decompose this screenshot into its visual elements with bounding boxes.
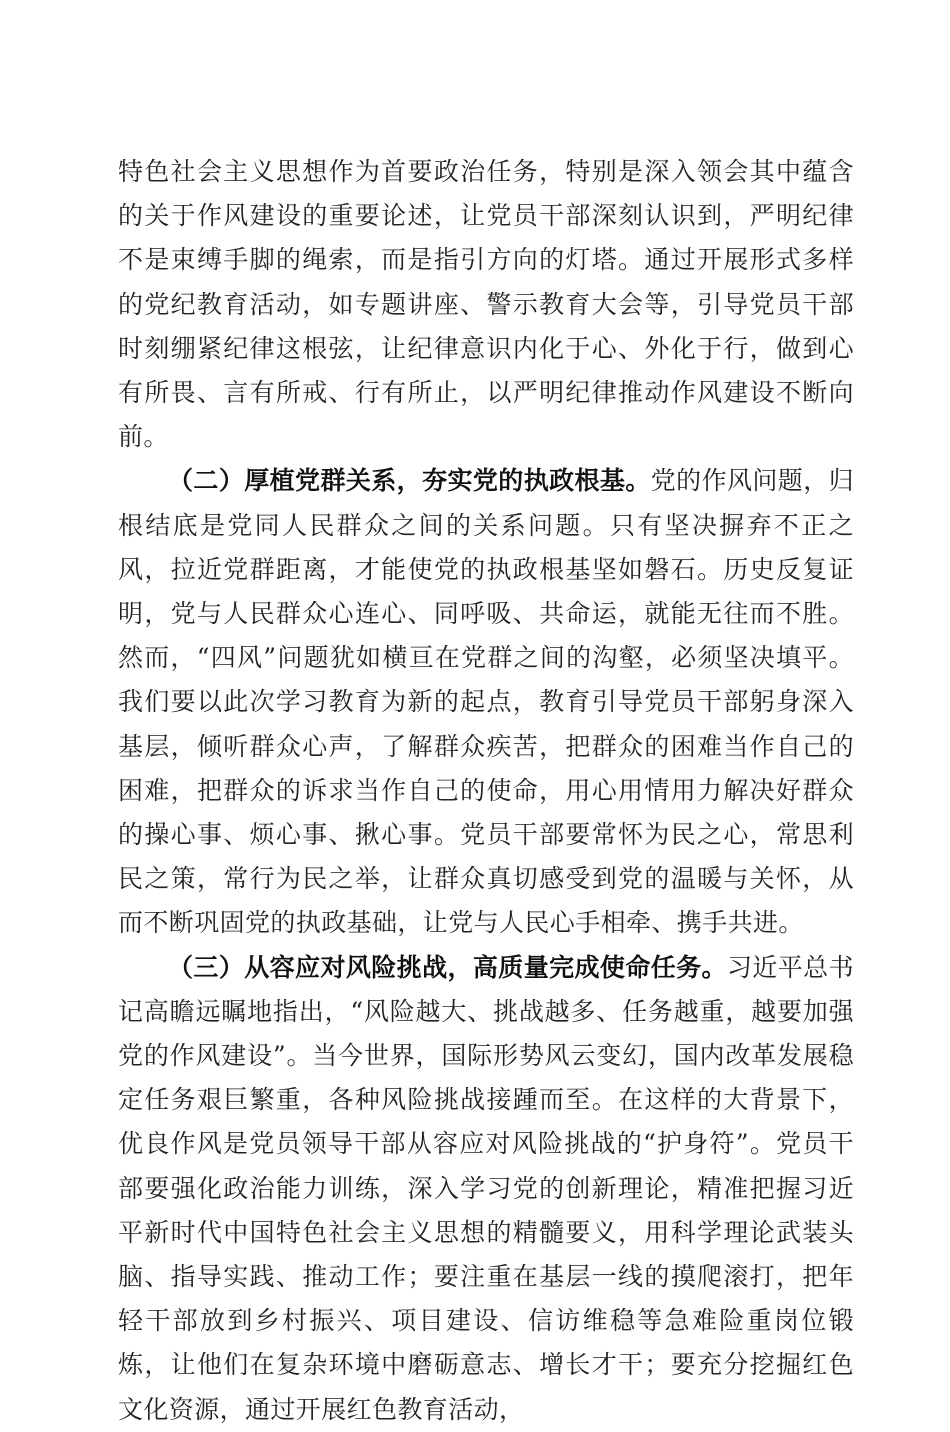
paragraph-1 [118, 150, 854, 459]
paragraph-2 [118, 459, 854, 945]
paragraph-3-text: 习近平总书记高瞻远瞩地指出，“风险越大、挑战越多、任务越重，越要加强党的作风建设”。当今世界，国际形势风云变幻，国内改革发展稳定任务艰巨繁重，各种风险挑战接踵而至。在这样的大背景下，优良作风是党员领导干部从容应对风险挑战的“护身符”。党员干部要强化政治能力训练，深入学习党的创新理论，精准把握习近平新时代中国特色社会主义思想的精髓要义，用科学理论武装头脑、指导实践、推动工作；要注重在基层一线的摸爬滚打，把年轻干部放到乡村振兴、项目建设、信访维稳等急难险重岗位锻炼，让他们在复杂环境中磨砺意志、增长才干；要充分挖掘红色文化资源，通过开展红色教育活动， [118, 952, 854, 1424]
section-3-heading: （三）从容应对风险挑战，高质量完成使命任务。 [168, 952, 727, 982]
paragraph-2-text: 党的作风问题，归根结底是党同人民群众之间的关系问题。只有坚决摒弃不正之风，拉近党群距离，才能使党的执政根基坚如磐石。历史反复证明，党与人民群众心连心、同呼吸、共命运，就能无往而不胜。然而，“四风”问题犹如横亘在党群之间的沟壑，必须坚决填平。我们要以此次学习教育为新的起点，教育引导党员干部躬身深入基层，倾听群众心声，了解群众疾苦，把群众的困难当作自己的困难，把群众的诉求当作自己的使命，用心用情用力解决好群众的操心事、烦心事、揪心事。党员干部要常怀为民之心，常思利民之策，常行为民之举，让群众真切感受到党的温暖与关怀，从而不断巩固党的执政基础，让党与人民心手相牵、携手共进。 [118, 466, 855, 938]
document-body [118, 150, 854, 1432]
section-2-heading: （二）厚植党群关系，夯实党的执政根基。 [168, 466, 651, 496]
paragraph-3 [118, 946, 854, 1432]
paragraph-1-text: 特色社会主义思想作为首要政治任务，特别是深入领会其中蕴含的关于作风建设的重要论述，让党员干部深刻认识到，严明纪律不是束缚手脚的绳索，而是指引方向的灯塔。通过开展形式多样的党纪教育活动，如专题讲座、警示教育大会等，引导党员干部时刻绷紧纪律这根弦，让纪律意识内化于心、外化于行，做到心有所畏、言有所戒、行有所止，以严明纪律推动作风建设不断向前。 [118, 157, 854, 452]
